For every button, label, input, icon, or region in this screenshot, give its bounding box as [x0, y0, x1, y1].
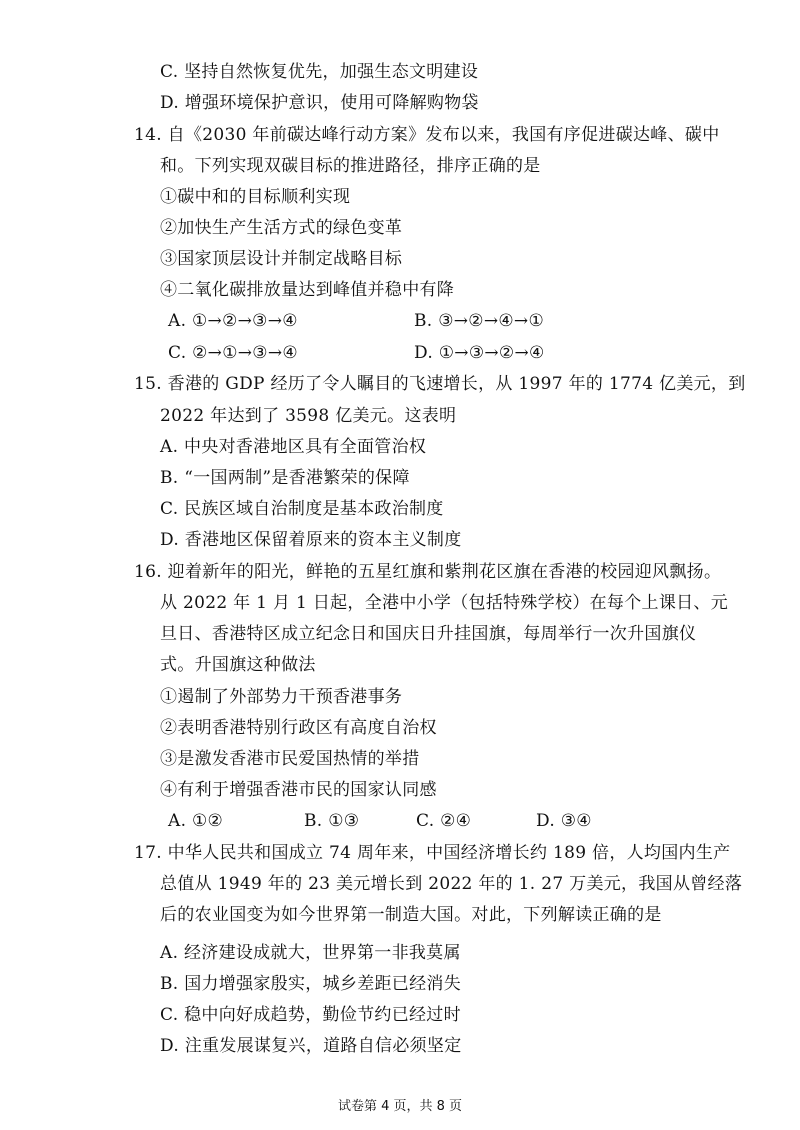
q17-stem-line2: 总值从 1949 年的 23 美元增长到 2022 年的 1. 27 万美元，我国从曾经落 [160, 874, 743, 894]
q17-stem-line1: 17. 中华人民共和国成立 74 周年来，中国经济增长约 189 倍，人均国内生产 [134, 843, 731, 863]
q16-item-2: ②表明香港特别行政区有高度自治权 [160, 718, 437, 738]
q16-option-a: A. ①② [168, 811, 224, 831]
q15-stem-line2: 2022 年达到了 3598 亿美元。这表明 [160, 406, 457, 426]
q16-stem-line1: 16. 迎着新年的阳光，鲜艳的五星红旗和紫荆花区旗在香港的校园迎风飘扬。 [134, 562, 722, 582]
q17-option-c: C. 稳中向好成趋势，勤俭节约已经过时 [160, 1005, 461, 1025]
q14-item-3: ③国家顶层设计并制定战略目标 [160, 249, 403, 269]
q15-stem-line1: 15. 香港的 GDP 经历了令人瞩目的飞速增长，从 1997 年的 1774 亿美元，到 [134, 374, 746, 394]
q16-option-c: C. ②④ [416, 811, 472, 831]
q14-item-1: ①碳中和的目标顺利实现 [160, 187, 351, 207]
q15-option-a: A. 中央对香港地区具有全面管治权 [160, 437, 427, 457]
q15-option-c: C. 民族区域自治制度是基本政治制度 [160, 499, 444, 519]
q14-stem-line1: 14. 自《2030 年前碳达峰行动方案》发布以来，我国有序促进碳达峰、碳中 [134, 125, 720, 145]
q16-option-b: B. ①③ [304, 811, 360, 831]
q13-option-c: C. 坚持自然恢复优先，加强生态文明建设 [160, 62, 479, 82]
q15-option-d: D. 香港地区保留着原来的资本主义制度 [160, 530, 462, 550]
q14-option-c: C. ②→①→③→④ [168, 343, 298, 363]
q16-item-4: ④有利于增强香港市民的国家认同感 [160, 780, 437, 800]
q14-option-b: B. ③→②→④→① [414, 311, 544, 331]
q17-option-a: A. 经济建设成就大，世界第一非我莫属 [160, 943, 461, 963]
q14-option-a: A. ①→②→③→④ [168, 311, 298, 331]
q14-stem-line2: 和。下列实现双碳目标的推进路径，排序正确的是 [160, 156, 541, 176]
q16-stem-line4: 式。升国旗这种做法 [160, 655, 316, 675]
q14-item-4: ④二氧化碳排放量达到峰值并稳中有降 [160, 280, 455, 300]
q16-item-3: ③是激发香港市民爱国热情的举措 [160, 749, 420, 769]
page-footer: 试卷第 4 页，共 8 页 [337, 1099, 463, 1114]
q16-stem-line3: 旦日、香港特区成立纪念日和国庆日升挂国旗，每周举行一次升国旗仪 [160, 624, 697, 644]
q16-item-1: ①遏制了外部势力干预香港事务 [160, 687, 403, 707]
q14-option-d: D. ①→③→②→④ [414, 343, 545, 363]
q16-stem-line2: 从 2022 年 1 月 1 日起，全港中小学（包括特殊学校）在每个上课日、元 [160, 593, 729, 613]
q15-option-b: B. “一国两制”是香港繁荣的保障 [160, 468, 410, 488]
q17-option-b: B. 国力增强家殷实，城乡差距已经消失 [160, 974, 461, 994]
q13-option-d: D. 增强环境保护意识，使用可降解购物袋 [160, 93, 479, 113]
q17-option-d: D. 注重发展谋复兴，道路自信必须坚定 [160, 1036, 462, 1056]
q16-option-d: D. ③④ [536, 811, 592, 831]
q17-stem-line3: 后的农业国变为如今世界第一制造大国。对此，下列解读正确的是 [160, 905, 662, 925]
q14-item-2: ②加快生产生活方式的绿色变革 [160, 218, 403, 238]
